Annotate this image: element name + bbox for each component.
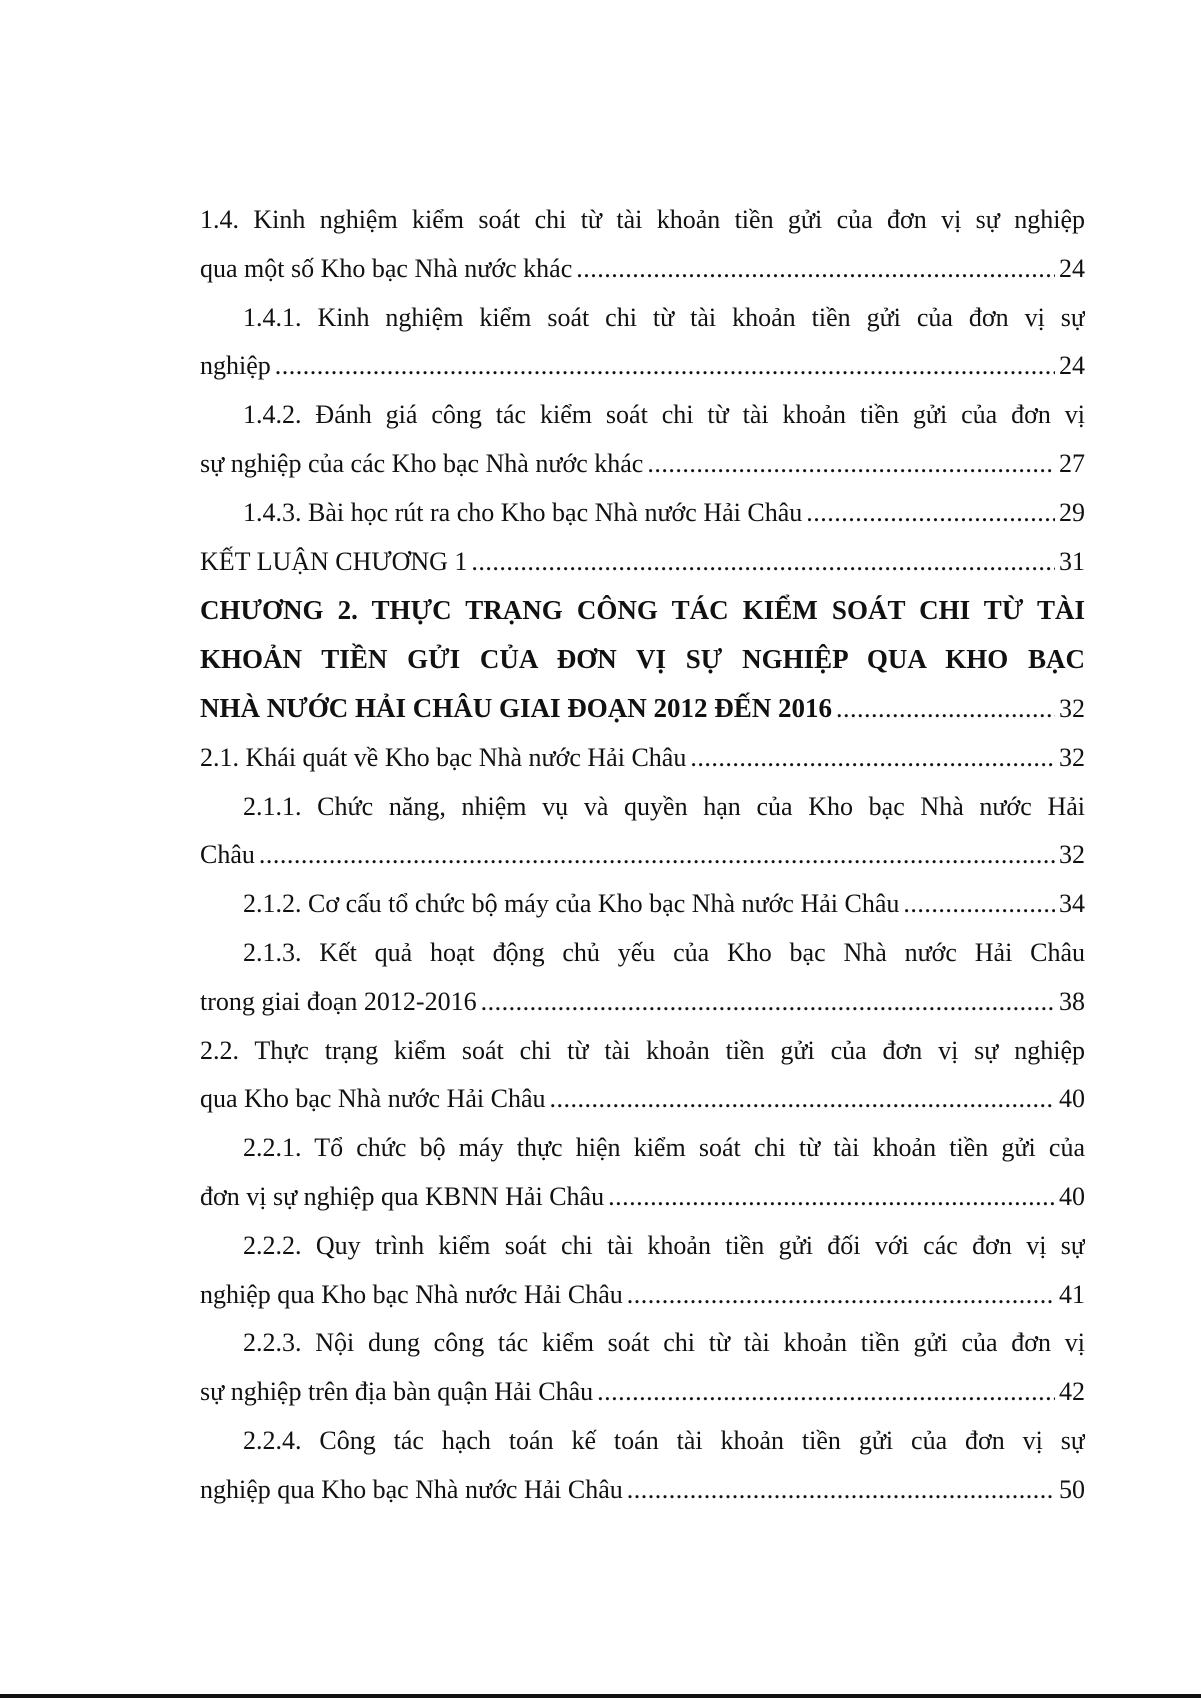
toc-entry-title-end: nghiệp qua Kho bạc Nhà nước Hải Châu: [200, 1474, 623, 1504]
dot-leader: [259, 831, 1055, 880]
toc-entry-last-line: [200, 831, 1085, 880]
dot-leader: [836, 685, 1055, 734]
toc-entry-2-1-3[interactable]: [200, 929, 1085, 1027]
toc-entry-title-end: 2.1.2. Cơ cấu tổ chức bộ máy của Kho bạc Nhà nước Hải Châu: [243, 889, 900, 919]
toc-entry-title-end: nghiệp qua Kho bạc Nhà nước Hải Châu: [200, 1279, 623, 1309]
toc-entry-title-end: sự nghiệp của các Kho bạc Nhà nước khác: [200, 448, 644, 478]
page-number: 41: [1059, 1279, 1085, 1309]
dot-leader: [576, 245, 1055, 294]
toc-entry-title-end: 2.1. Khái quát về Kho bạc Nhà nước Hải Châu: [200, 742, 687, 772]
toc-entry-1-4[interactable]: [200, 196, 1085, 294]
toc-entry-1-4-3[interactable]: [200, 489, 1085, 538]
dot-leader: [627, 1271, 1055, 1320]
toc-entry-2-2[interactable]: [200, 1027, 1085, 1125]
toc-entry-last-line: [200, 538, 1085, 587]
toc-entry-last-line: [200, 1271, 1085, 1320]
toc-entry-title-line: 1.4. Kinh nghiệm kiểm soát chi từ tài khoản tiền gửi của đơn vị sự nghiệp: [200, 205, 1085, 234]
toc-entry-last-line: [200, 342, 1085, 391]
toc-entry-title-end: 1.4.3. Bài học rút ra cho Kho bạc Nhà nước Hải Châu: [243, 497, 803, 527]
dot-leader: [550, 1075, 1055, 1124]
toc-entry-title-line: 2.2.3. Nội dung công tác kiểm soát chi từ tài khoản tiền gửi của đơn vị: [243, 1328, 1085, 1358]
toc-entry-title-end: sự nghiệp trên địa bàn quận Hải Châu: [200, 1377, 594, 1407]
page-number: 27: [1059, 448, 1085, 478]
toc-entry-title-line: 2.2.4. Công tác hạch toán kế toán tài khoản tiền gửi của đơn vị sự: [243, 1425, 1085, 1455]
dot-leader: [647, 440, 1055, 489]
toc-entry-title-line: 1.4.1. Kinh nghiệm kiểm soát chi từ tài khoản tiền gửi của đơn vị sự: [243, 302, 1085, 332]
page-number: 38: [1059, 986, 1085, 1016]
toc-entry-2-2-3[interactable]: [200, 1319, 1085, 1417]
toc-entry-title-line: 2.2.1. Tổ chức bộ máy thực hiện kiểm soát chi từ tài khoản tiền gửi của: [243, 1133, 1085, 1163]
toc-entry-ket-luan-chuong-1[interactable]: [200, 538, 1085, 587]
toc-entry-last-line: [200, 1075, 1085, 1124]
toc-entry-2-1-1[interactable]: [200, 783, 1085, 881]
toc-entry-1-4-1[interactable]: [200, 294, 1085, 392]
toc-entry-last-line: [200, 1368, 1085, 1417]
toc-entry-2-2-4[interactable]: [200, 1417, 1085, 1515]
page-number: 32: [1059, 742, 1085, 772]
toc-entry-last-line: [200, 440, 1085, 489]
page-number: 29: [1059, 497, 1085, 527]
toc-entry-last-line: [200, 1173, 1085, 1222]
page-number: 42: [1059, 1377, 1085, 1407]
toc-entry-last-line: [200, 684, 1085, 734]
toc-entry-chuong-2[interactable]: [200, 586, 1085, 733]
toc-entry-last-line: [200, 978, 1085, 1027]
page-number: 32: [1059, 693, 1085, 723]
page-number: 50: [1059, 1474, 1085, 1504]
toc-entry-title-line: 2.2.2. Quy trình kiểm soát chi tài khoản tiền gửi đối với các đơn vị sự: [243, 1230, 1085, 1260]
table-of-contents: [200, 196, 1085, 1515]
page-number: 40: [1059, 1084, 1085, 1114]
toc-chapter-title-line-2: KHOẢN TIỀN GỬI CỦA ĐƠN VỊ SỰ NGHIỆP QUA KHO BẠC: [200, 644, 1085, 675]
toc-entry-title-line: 1.4.2. Đánh giá công tác kiểm soát chi từ tài khoản tiền gửi của đơn vị: [243, 400, 1085, 430]
toc-entry-title-end: Châu: [200, 840, 255, 870]
dot-leader: [903, 880, 1055, 929]
toc-entry-last-line: [200, 880, 1085, 929]
toc-entry-2-2-1[interactable]: [200, 1124, 1085, 1222]
page-number: 31: [1059, 546, 1085, 576]
dot-leader: [627, 1466, 1055, 1515]
toc-entry-last-line: [200, 489, 1085, 538]
dot-leader: [471, 538, 1055, 587]
page-number: 24: [1059, 253, 1085, 283]
toc-entry-title-end: trong giai đoạn 2012-2016: [200, 986, 477, 1016]
dot-leader: [481, 978, 1055, 1027]
dot-leader: [608, 1173, 1055, 1222]
toc-entry-last-line: [200, 734, 1085, 783]
toc-entry-2-1-2[interactable]: [200, 880, 1085, 929]
toc-entry-1-4-2[interactable]: [200, 391, 1085, 489]
dot-leader: [690, 734, 1055, 783]
toc-entry-title-end: KẾT LUẬN CHƯƠNG 1: [200, 546, 468, 576]
dot-leader: [275, 342, 1055, 391]
dot-leader: [597, 1368, 1055, 1417]
toc-entry-title-end: NHÀ NƯỚC HẢI CHÂU GIAI ĐOẠN 2012 ĐẾN 2016: [200, 692, 833, 723]
toc-entry-title-line: 2.2. Thực trạng kiểm soát chi từ tài khoản tiền gửi của đơn vị sự nghiệp: [200, 1035, 1085, 1065]
page-bottom-edge: [0, 1694, 1201, 1698]
page-number: 40: [1059, 1181, 1085, 1211]
page-number: 24: [1059, 351, 1085, 381]
page-number: 32: [1059, 840, 1085, 870]
toc-entry-last-line: [200, 1466, 1085, 1515]
toc-entry-title-end: đơn vị sự nghiệp qua KBNN Hải Châu: [200, 1181, 605, 1211]
dot-leader: [806, 489, 1055, 538]
toc-entry-title-end: qua Kho bạc Nhà nước Hải Châu: [200, 1084, 546, 1114]
toc-chapter-title-line-1: CHƯƠNG 2. THỰC TRẠNG CÔNG TÁC KIỂM SOÁT CHI TỪ TÀI: [200, 595, 1085, 626]
toc-entry-2-2-2[interactable]: [200, 1222, 1085, 1320]
page-number: 34: [1059, 889, 1085, 919]
toc-entry-title-end: nghiệp: [200, 351, 271, 381]
toc-entry-last-line: [200, 245, 1085, 294]
toc-entry-title-line: 2.1.3. Kết quả hoạt động chủ yếu của Kho bạc Nhà nước Hải Châu: [243, 937, 1085, 967]
toc-entry-2-1[interactable]: [200, 734, 1085, 783]
toc-entry-title-line: 2.1.1. Chức năng, nhiệm vụ và quyền hạn của Kho bạc Nhà nước Hải: [243, 791, 1085, 821]
toc-entry-title-end: qua một số Kho bạc Nhà nước khác: [200, 253, 573, 283]
